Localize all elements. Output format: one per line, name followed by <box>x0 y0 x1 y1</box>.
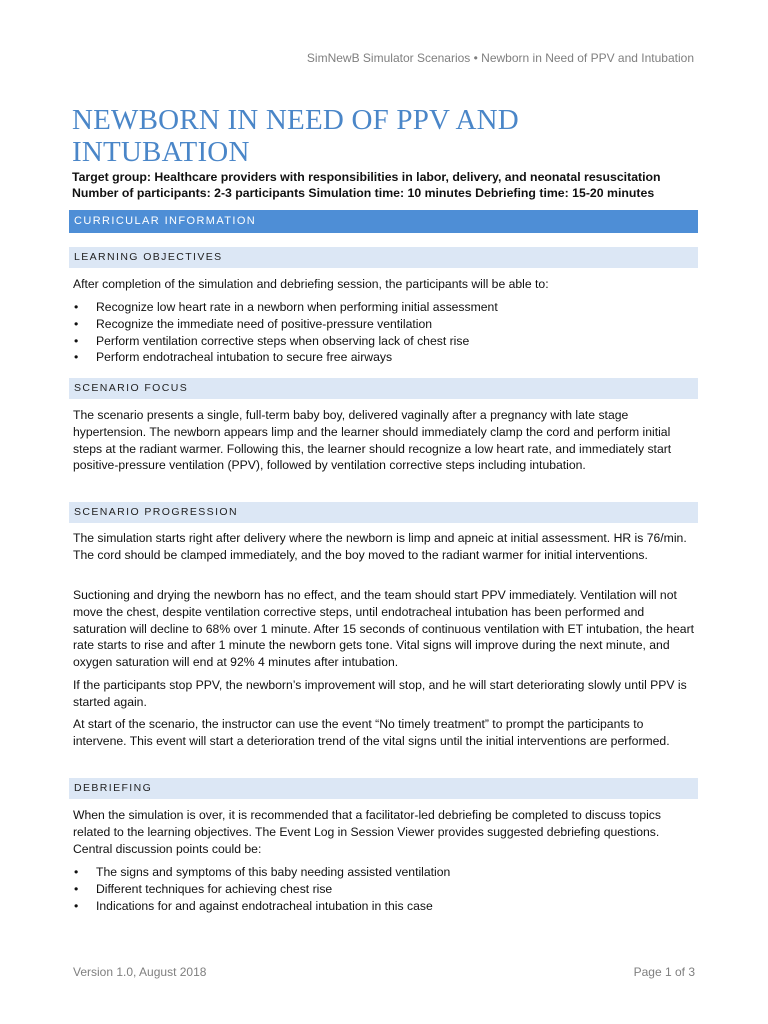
learning-objectives-list <box>73 299 695 366</box>
participants-line: Number of participants: 2-3 participants Simulation time: 10 minutes Debriefing time: 15-20 minutes <box>72 186 655 200</box>
debriefing-list <box>73 864 695 914</box>
list-item: • Recognize the immediate need of positive-pressure ventilation <box>73 316 695 333</box>
document-title: NEWBORN IN NEED OF PPV AND INTUBATION <box>72 104 519 168</box>
meta-block <box>72 169 712 201</box>
debriefing-intro: When the simulation is over, it is recommended that a facilitator-led debriefing be completed to discuss topics related to the learning objectives. The Event Log in Session Viewer provides suggested debriefing questions. Central discussion points could be: <box>73 808 661 856</box>
section-scenario-progression: SCENARIO PROGRESSION <box>69 502 698 523</box>
list-item: • Different techniques for achieving chest rise <box>73 881 695 898</box>
list-item: • The signs and symptoms of this baby needing assisted ventilation <box>73 864 695 881</box>
progression-paragraph: Suctioning and drying the newborn has no effect, and the team should start PPV immediately. Ventilation will not move the chest, despite ventilation corrective steps, until endotracheal intubation has been performed and saturation will decline to 68% over 1 minute. After 15 seconds of continuous ventilation with ET intubation, the heart rate starts to rise and after 1 minute the newborn gets tone. Vital signs will improve during the next minute, and oxygen saturation will end at 92% 4 minutes after intubation. <box>73 588 695 670</box>
scenario-focus-text: The scenario presents a single, full-term baby boy, delivered vaginally after a pregnancy with late stage hypertension. The newborn appears limp and the learner should immediately clamp the cord and perform initial steps at the radiant warmer. Following this, the learner should recognize a low heart rate, and immediately start positive-pressure ventilation (PPV), followed by ventilation corrective steps including intubation. <box>73 408 672 473</box>
target-group-line: Target group: Healthcare providers with responsibilities in labor, delivery, and neonatal resuscitation <box>72 170 661 184</box>
progression-paragraph: The simulation starts right after delivery where the newborn is limp and apneic at initial assessment. HR is 76/min. The cord should be clamped immediately, and the boy moved to the radiant warmer for initial interventions. <box>73 531 687 562</box>
progression-paragraph: At start of the scenario, the instructor can use the event “No timely treatment” to prompt the participants to intervene. This event will start a deterioration trend of the vital signs until the initial interventions are performed. <box>73 717 670 748</box>
section-scenario-focus: SCENARIO FOCUS <box>69 378 698 399</box>
list-item: • Perform ventilation corrective steps when observing lack of chest rise <box>73 333 695 350</box>
learning-objectives-intro: After completion of the simulation and debriefing session, the participants will be able to: <box>73 277 549 291</box>
running-header: SimNewB Simulator Scenarios • Newborn in Need of PPV and Intubation <box>306 51 694 65</box>
page-number: Page 1 of 3 <box>633 965 695 979</box>
list-item: • Recognize low heart rate in a newborn when performing initial assessment <box>73 299 695 316</box>
section-curricular-information: CURRICULAR INFORMATION <box>69 210 698 233</box>
section-learning-objectives: LEARNING OBJECTIVES <box>69 247 698 268</box>
list-item: • Indications for and against endotracheal intubation in this case <box>73 898 695 915</box>
section-debriefing: DEBRIEFING <box>69 778 698 799</box>
version-footer: Version 1.0, August 2018 <box>73 965 207 979</box>
progression-paragraph: If the participants stop PPV, the newborn’s improvement will stop, and he will start deteriorating slowly until PPV is started again. <box>73 678 687 709</box>
list-item: • Perform endotracheal intubation to secure free airways <box>73 349 695 366</box>
